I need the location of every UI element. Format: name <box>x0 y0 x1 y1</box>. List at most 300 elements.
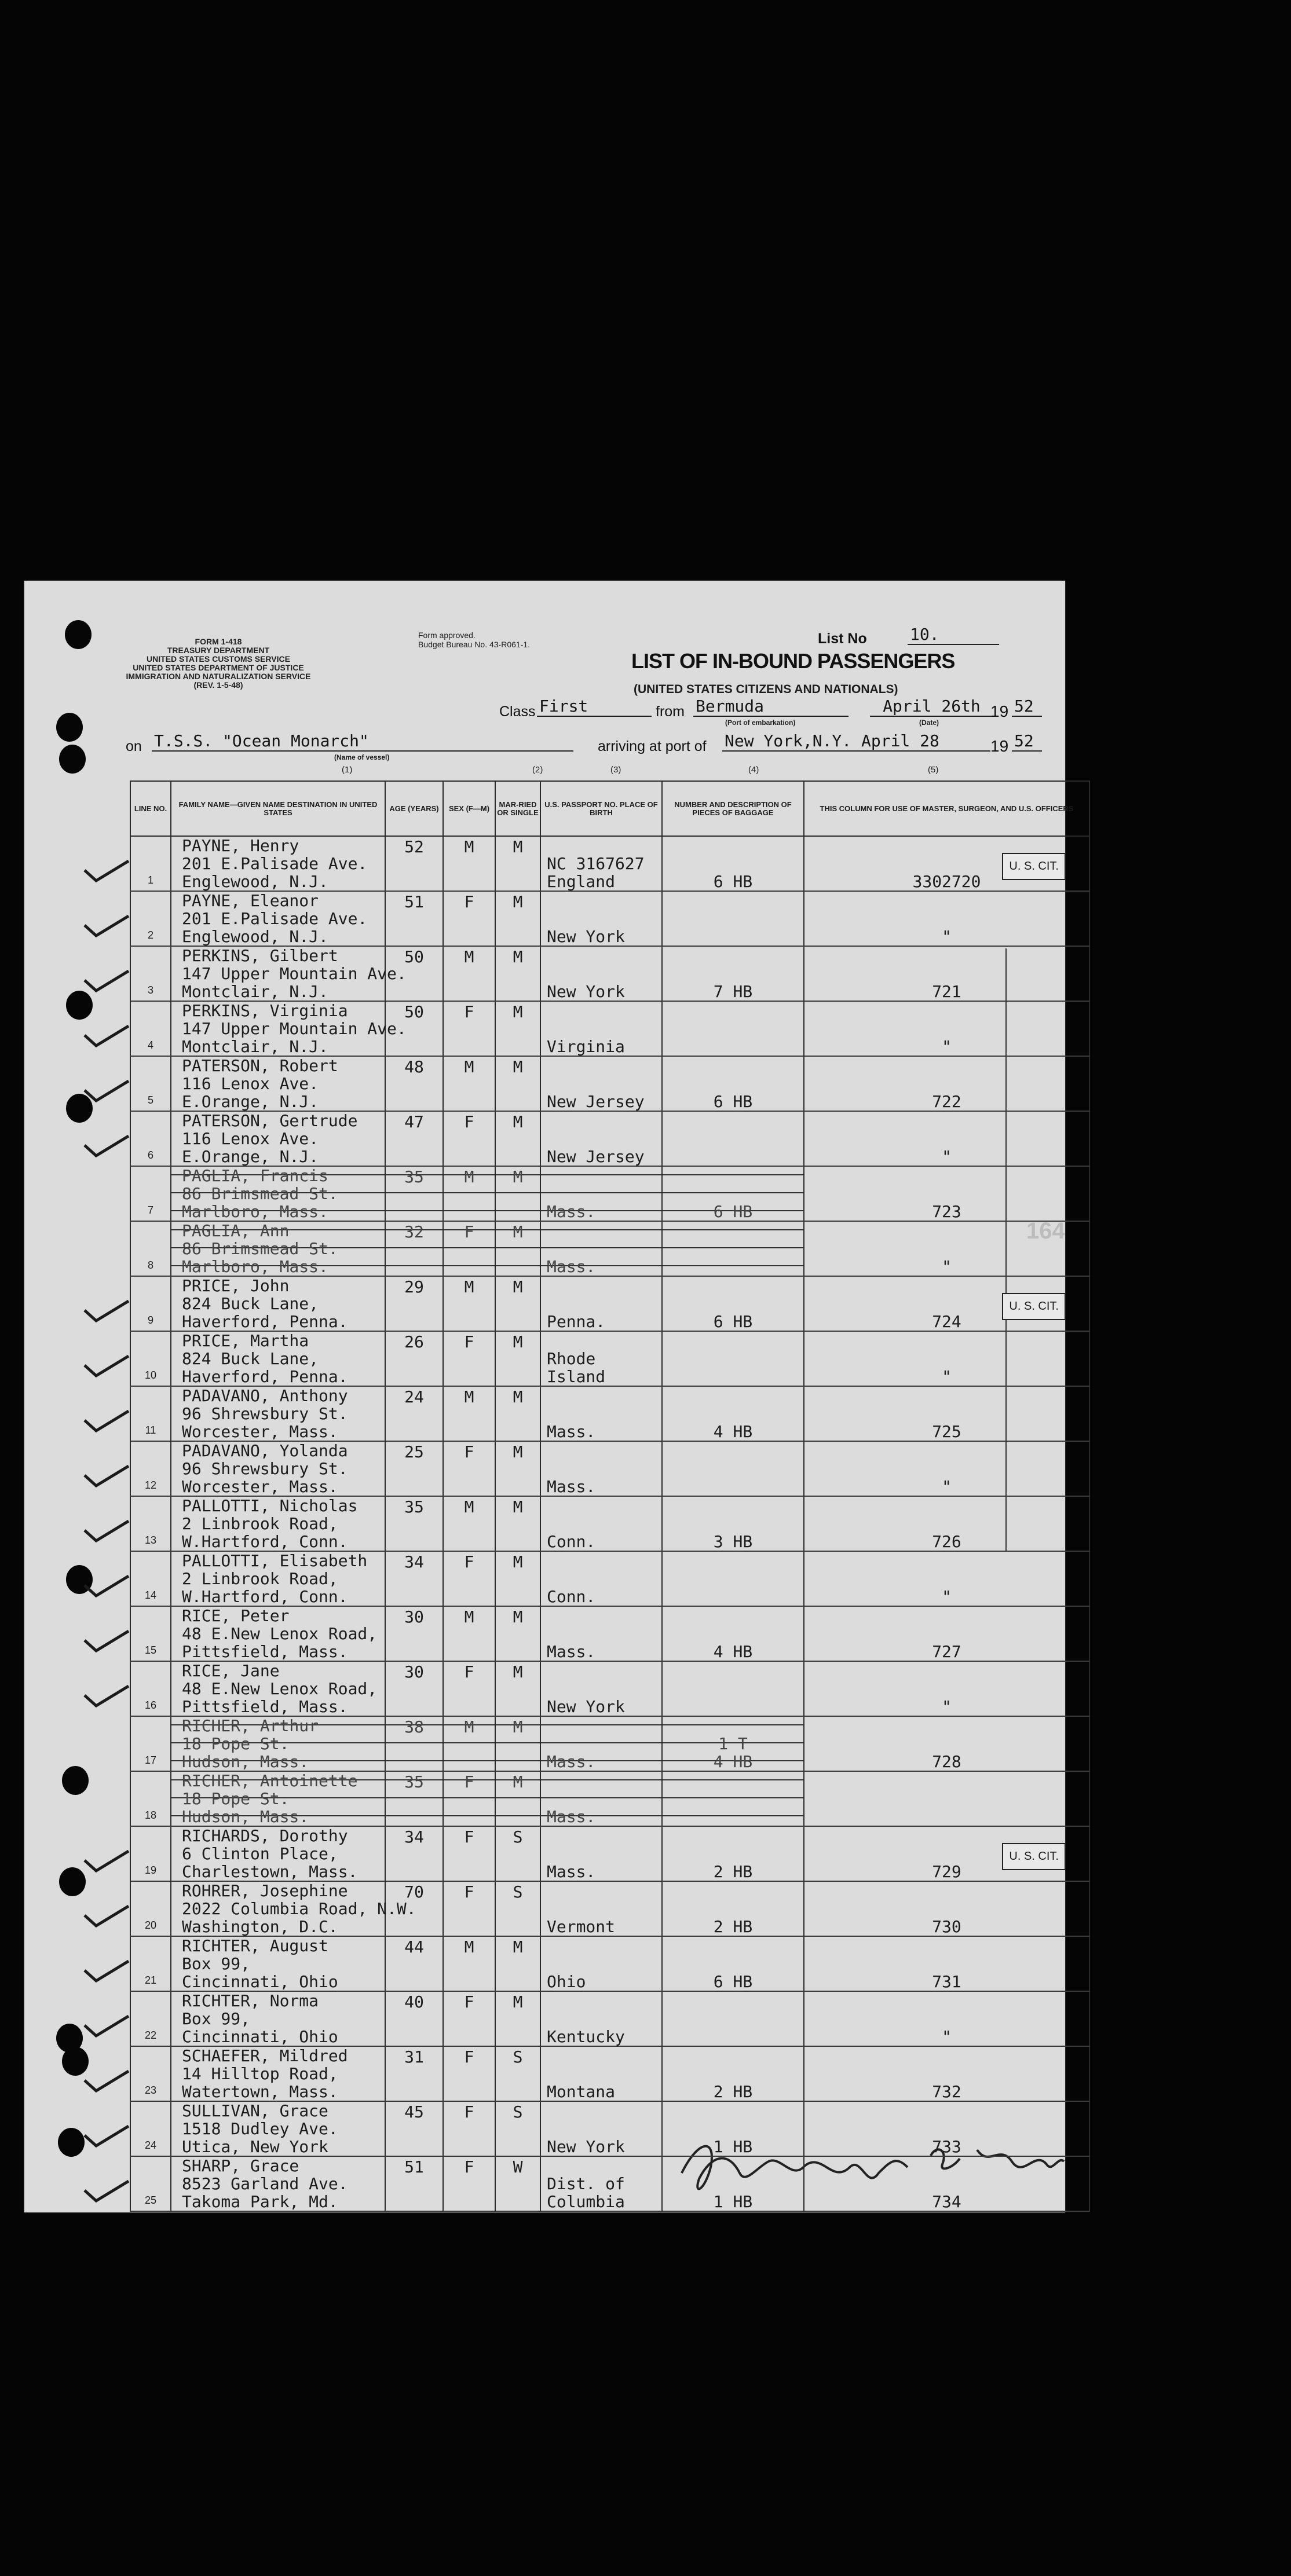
passport-birthplace-cell <box>540 891 662 946</box>
passenger-name-address <box>171 1716 385 1771</box>
passport-birthplace-cell-text: New York <box>547 982 625 1001</box>
checkmark-icon <box>83 1520 130 1543</box>
passenger-table <box>130 781 1090 2212</box>
marital-status-cell <box>495 836 540 891</box>
sex-cell <box>443 891 495 946</box>
sex-cell-text: F <box>464 1002 474 1021</box>
officer-use-cell <box>804 946 1089 1001</box>
sex-cell <box>443 1716 495 1771</box>
sex-cell <box>443 836 495 891</box>
line-number <box>130 1331 171 1386</box>
passenger-name-address-text: PERKINS, Gilbert 147 Upper Mountain Ave. Montclair, N.J. <box>182 946 407 1001</box>
line-number <box>130 836 171 891</box>
line-number-text: 5 <box>147 1094 153 1106</box>
passport-birthplace-cell <box>540 1441 662 1496</box>
officer-use-cell <box>804 1441 1089 1496</box>
marital-status-cell <box>495 1771 540 1826</box>
sex-cell <box>443 1166 495 1221</box>
marital-status-cell-text: M <box>513 1992 523 2011</box>
sex-cell-text: F <box>464 1552 474 1571</box>
sex-cell <box>443 1001 495 1056</box>
baggage-cell <box>662 836 804 891</box>
age-cell <box>385 1001 443 1056</box>
sex-cell <box>443 1991 495 2046</box>
baggage-cell <box>662 1826 804 1881</box>
table-row <box>130 2156 1089 2211</box>
sex-cell <box>443 1661 495 1716</box>
sex-cell-text: M <box>464 1167 474 1186</box>
checkmark-icon <box>83 1135 130 1158</box>
list-no-value: 10. <box>908 625 999 645</box>
line-number-text: 22 <box>144 2029 157 2041</box>
passport-birthplace-cell-text: Kentucky <box>547 2027 625 2046</box>
passenger-name-address <box>171 1551 385 1606</box>
age-cell <box>385 1386 443 1441</box>
age-cell-text: 35 <box>404 1772 424 1791</box>
age-cell <box>385 946 443 1001</box>
passport-birthplace-cell <box>540 1386 662 1441</box>
line-number-text: 25 <box>144 2194 157 2206</box>
passport-birthplace-cell-text: Montana <box>547 2082 616 2101</box>
line-number-text: 4 <box>147 1039 153 1051</box>
table-row <box>130 1661 1089 1716</box>
marital-status-cell <box>495 891 540 946</box>
age-cell-text: 70 <box>404 1882 424 1901</box>
checkmark-icon <box>83 915 130 938</box>
marital-status-cell <box>495 946 540 1001</box>
sex-cell <box>443 1606 495 1661</box>
passenger-name-address-text: PERKINS, Virginia 147 Upper Mountain Ave. Montclair, N.J. <box>182 1001 407 1056</box>
table-row <box>130 1111 1089 1166</box>
table-row <box>130 1331 1089 1386</box>
baggage-cell <box>662 1056 804 1111</box>
sex-cell-text: M <box>464 1607 474 1626</box>
passenger-name-address-text: PATERSON, Gertrude 116 Lenox Ave. E.Orange, N.J. <box>182 1111 358 1166</box>
marital-status-cell <box>495 1991 540 2046</box>
passport-birthplace-cell-text: New York <box>547 927 625 946</box>
on-label: on <box>126 738 142 754</box>
passenger-name-address-text: RICE, Jane 48 E.New Lenox Road, Pittsfield, Mass. <box>182 1661 378 1716</box>
marital-status-cell-text: M <box>513 1497 523 1516</box>
from-value: Bermuda <box>693 697 849 717</box>
age-cell <box>385 1276 443 1331</box>
baggage-cell <box>662 2046 804 2101</box>
passport-birthplace-cell <box>540 1276 662 1331</box>
officer-use-cell <box>804 1276 1089 1331</box>
passport-birthplace-cell-text: Virginia <box>547 1037 625 1056</box>
sex-cell <box>443 1826 495 1881</box>
class-label: Class <box>499 703 536 720</box>
baggage-cell-text: 2 HB <box>713 1862 753 1881</box>
baggage-cell <box>662 1331 804 1386</box>
baggage-cell <box>662 1936 804 1991</box>
age-cell <box>385 1441 443 1496</box>
age-cell <box>385 1826 443 1881</box>
age-cell <box>385 1166 443 1221</box>
officer-use-cell <box>804 1056 1089 1111</box>
passport-birthplace-cell <box>540 1936 662 1991</box>
passenger-name-address-text: PADAVANO, Anthony 96 Shrewsbury St. Worcester, Mass. <box>182 1386 348 1441</box>
passport-birthplace-cell-text: Mass. <box>547 1862 596 1881</box>
table-row <box>130 1881 1089 1936</box>
line-number-text: 20 <box>144 1919 157 1931</box>
passenger-name-address-text: SULLIVAN, Grace 1518 Dudley Ave. Utica, New York <box>182 2101 338 2156</box>
line-number-text: 24 <box>144 2139 157 2151</box>
line-number-text: 21 <box>144 1974 157 1986</box>
passenger-name-address-text: PAYNE, Henry 201 E.Palisade Ave. Englewood, N.J. <box>182 836 368 891</box>
table-row <box>130 1276 1089 1331</box>
line-number <box>130 2156 171 2211</box>
line-number-text: 2 <box>147 929 153 941</box>
baggage-cell-text: 2 HB <box>713 1917 753 1936</box>
age-cell <box>385 1221 443 1276</box>
table-row <box>130 836 1089 891</box>
sex-cell <box>443 1771 495 1826</box>
baggage-cell <box>662 1661 804 1716</box>
checkmark-icon <box>83 860 130 883</box>
officer-use-cell <box>804 1166 1089 1221</box>
age-cell-text: 30 <box>404 1662 424 1681</box>
checkmark-icon <box>83 1575 130 1598</box>
age-cell <box>385 1606 443 1661</box>
form-number: FORM 1-418 <box>195 637 242 646</box>
line-number <box>130 1111 171 1166</box>
sex-cell <box>443 1056 495 1111</box>
sex-cell-text: M <box>464 1497 474 1516</box>
sex-cell-text: F <box>464 1772 474 1791</box>
passenger-name-address <box>171 1771 385 1826</box>
age-cell <box>385 891 443 946</box>
age-cell <box>385 836 443 891</box>
table-row <box>130 1771 1089 1826</box>
officer-use-cell <box>804 2101 1089 2156</box>
marital-status-cell <box>495 1936 540 1991</box>
passport-birthplace-cell <box>540 2156 662 2211</box>
age-cell <box>385 1496 443 1551</box>
passport-birthplace-cell-text: Rhode Island <box>547 1349 606 1386</box>
citizen-stamp: U. S. CIT. <box>1002 1843 1066 1870</box>
age-cell-text: 26 <box>404 1332 424 1351</box>
marital-status-cell-text: M <box>513 1442 523 1461</box>
checkmark-icon <box>83 2070 130 2093</box>
marital-status-cell-text: S <box>513 2047 523 2066</box>
table-row <box>130 1386 1089 1441</box>
age-cell-text: 35 <box>404 1497 424 1516</box>
line-number-text: 17 <box>144 1754 157 1766</box>
table-row <box>130 1496 1089 1551</box>
marital-status-cell <box>495 1386 540 1441</box>
officer-use-cell <box>804 1771 1089 1826</box>
marital-status-cell <box>495 1331 540 1386</box>
sex-cell <box>443 1331 495 1386</box>
passenger-name-address <box>171 1826 385 1881</box>
officer-use-cell-text: 731 <box>932 1972 961 1991</box>
age-cell-text: 30 <box>404 1607 424 1626</box>
marital-status-cell-text: M <box>513 1112 523 1131</box>
age-cell-text: 40 <box>404 1992 424 2011</box>
officer-use-cell-text: " <box>942 1587 952 1606</box>
sex-cell <box>443 2046 495 2101</box>
line-number <box>130 1276 171 1331</box>
passport-birthplace-cell <box>540 2046 662 2101</box>
table-row <box>130 1221 1089 1276</box>
age-cell-text: 51 <box>404 2157 424 2176</box>
sex-cell-text: F <box>464 1662 474 1681</box>
table-row <box>130 1716 1089 1771</box>
passenger-name-address-text: RICE, Peter 48 E.New Lenox Road, Pittsfield, Mass. <box>182 1606 378 1661</box>
checkmark-icon <box>83 1465 130 1488</box>
officer-use-cell <box>804 1386 1089 1441</box>
marital-status-cell <box>495 1826 540 1881</box>
table-row <box>130 1056 1089 1111</box>
baggage-cell <box>662 1991 804 2046</box>
passenger-name-address-text: RICHTER, Norma Box 99, Cincinnati, Ohio <box>182 1991 338 2046</box>
marital-status-cell-text: M <box>513 1332 523 1351</box>
sex-cell <box>443 946 495 1001</box>
baggage-cell <box>662 1276 804 1331</box>
age-cell <box>385 1991 443 2046</box>
age-cell <box>385 2101 443 2156</box>
marital-status-cell-text: M <box>513 1057 523 1076</box>
passport-birthplace-cell-text: Mass. <box>547 1807 596 1826</box>
sex-cell <box>443 1936 495 1991</box>
checkmark-icon <box>83 1300 130 1323</box>
baggage-cell <box>662 2101 804 2156</box>
sex-cell-text: F <box>464 1442 474 1461</box>
sex-cell <box>443 1551 495 1606</box>
age-cell <box>385 1716 443 1771</box>
officer-use-cell <box>804 1991 1089 2046</box>
line-number-text: 10 <box>144 1369 157 1381</box>
marital-status-cell <box>495 1716 540 1771</box>
officer-use-cell-text: " <box>942 1697 952 1716</box>
officer-use-cell-text: " <box>942 927 952 946</box>
agency-line: IMMIGRATION AND NATURALIZATION SERVICE <box>126 672 311 681</box>
checkmark-icon <box>83 2180 130 2203</box>
baggage-cell <box>662 1001 804 1056</box>
baggage-cell-text: 6 HB <box>713 1972 753 1991</box>
marital-status-cell <box>495 1276 540 1331</box>
baggage-cell <box>662 1386 804 1441</box>
baggage-cell <box>662 1881 804 1936</box>
sex-cell-text: F <box>464 1992 474 2011</box>
line-number <box>130 1221 171 1276</box>
officer-use-cell <box>804 2046 1089 2101</box>
passenger-table-wrap <box>130 781 1089 2212</box>
passport-birthplace-cell <box>540 1001 662 1056</box>
passport-birthplace-cell <box>540 1221 662 1276</box>
officer-use-cell <box>804 1936 1089 1991</box>
punch-hole <box>62 1766 89 1795</box>
sex-cell-text: M <box>464 1057 474 1076</box>
marital-status-cell-text: M <box>513 1937 523 1956</box>
age-cell <box>385 1661 443 1716</box>
sex-cell-text: F <box>464 1112 474 1131</box>
list-no-label: List No <box>818 631 867 647</box>
officer-use-cell <box>804 1881 1089 1936</box>
line-number <box>130 1056 171 1111</box>
officer-use-cell <box>804 891 1089 946</box>
revision-line: (REV. 1-5-48) <box>193 680 243 690</box>
passenger-name-address <box>171 2156 385 2211</box>
marital-status-cell <box>495 1111 540 1166</box>
line-number <box>130 1441 171 1496</box>
checkmark-icon <box>83 2015 130 2038</box>
column-number: (1) <box>342 765 353 775</box>
passport-birthplace-cell-text: Ohio <box>547 1972 586 1991</box>
passenger-name-address-text: RICHARDS, Dorothy 6 Clinton Place, Charlestown, Mass. <box>182 1826 358 1881</box>
line-number <box>130 1606 171 1661</box>
officer-use-cell <box>804 1001 1089 1056</box>
sex-cell-text: M <box>464 837 474 856</box>
sex-cell-text: F <box>464 1222 474 1241</box>
officer-use-cell <box>804 1661 1089 1716</box>
officer-use-cell-text: 734 <box>932 2192 961 2211</box>
passport-birthplace-cell <box>540 1826 662 1881</box>
column-number: (2) <box>532 765 543 775</box>
passport-birthplace-cell <box>540 1111 662 1166</box>
table-header-row <box>130 781 1089 836</box>
table-row <box>130 2046 1089 2101</box>
baggage-cell-text: 6 HB <box>713 872 753 891</box>
passenger-name-address-text: RICHTER, August Box 99, Cincinnati, Ohio <box>182 1936 338 1991</box>
from-label: from <box>656 703 685 720</box>
approval-line: Form approved. <box>418 631 476 640</box>
age-cell <box>385 2046 443 2101</box>
officer-use-cell <box>804 1826 1089 1881</box>
baggage-cell-text: 1 HB <box>713 2137 753 2156</box>
passenger-name-address-text: PAGLIA, Ann 86 Brimsmead St. Marlboro, Mass. <box>182 1221 338 1276</box>
marital-status-cell-text: M <box>513 837 523 856</box>
baggage-cell-text: 4 HB <box>713 1422 753 1441</box>
agency-block <box>123 637 314 690</box>
baggage-cell <box>662 1716 804 1771</box>
baggage-cell-text: 6 HB <box>713 1202 753 1221</box>
table-row <box>130 1991 1089 2046</box>
passport-birthplace-cell-text: Mass. <box>547 1642 596 1661</box>
passport-birthplace-cell <box>540 1881 662 1936</box>
marital-status-cell <box>495 1221 540 1276</box>
passport-birthplace-cell-text: Mass. <box>547 1752 596 1771</box>
checkmark-icon <box>83 1410 130 1433</box>
marital-status-cell-text: M <box>513 947 523 966</box>
year-prefix: 19 <box>990 702 1009 720</box>
header-sex: SEX (F—M) <box>443 781 495 836</box>
sex-cell <box>443 2101 495 2156</box>
officer-use-cell <box>804 1496 1089 1551</box>
column-number: (5) <box>928 765 939 775</box>
passenger-name-address-text: PADAVANO, Yolanda 96 Shrewsbury St. Worcester, Mass. <box>182 1441 348 1496</box>
line-number-text: 16 <box>144 1699 157 1711</box>
checkmark-icon <box>83 1960 130 1983</box>
line-number-text: 15 <box>144 1644 157 1656</box>
passport-birthplace-cell <box>540 1551 662 1606</box>
officer-use-cell <box>804 1606 1089 1661</box>
officer-use-cell-text: 728 <box>932 1752 961 1771</box>
passenger-name-address-text: SCHAEFER, Mildred 14 Hilltop Road, Watertown, Mass. <box>182 2046 348 2101</box>
year-suffix: 52 <box>1012 731 1042 752</box>
citizen-stamp: U. S. CIT. <box>1002 1293 1066 1320</box>
header-married: MAR-RIED OR SINGLE <box>495 781 540 836</box>
passenger-name-address <box>171 1001 407 1056</box>
approval-block <box>418 631 530 649</box>
year-suffix: 52 <box>1012 697 1042 717</box>
header-passport: U.S. PASSPORT NO. PLACE OF BIRTH <box>540 781 662 836</box>
document-title: LIST OF IN-BOUND PASSENGERS <box>631 649 955 673</box>
age-cell-text: 32 <box>404 1222 424 1241</box>
passport-birthplace-cell <box>540 1606 662 1661</box>
checkmark-icon <box>83 1905 130 1928</box>
baggage-cell <box>662 1441 804 1496</box>
passenger-name-address-text: PAGLIA, Francis 86 Brimsmead St. Marlboro, Mass. <box>182 1166 338 1221</box>
officer-use-cell-text: " <box>942 2027 952 2046</box>
table-row <box>130 1936 1089 1991</box>
arrival-value: New York,N.Y. April 28 <box>722 731 990 752</box>
marital-status-cell-text: M <box>513 1552 523 1571</box>
officer-use-cell-text: " <box>942 1257 952 1276</box>
baggage-cell-text: 6 HB <box>713 1092 753 1111</box>
line-number <box>130 1386 171 1441</box>
marital-status-cell <box>495 2046 540 2101</box>
table-row <box>130 1166 1089 1221</box>
officer-use-cell <box>804 1551 1089 1606</box>
passenger-name-address-text: ROHRER, Josephine 2022 Columbia Road, N.W. Washington, D.C. <box>182 1881 416 1936</box>
checkmark-icon <box>83 1630 130 1653</box>
marital-status-cell <box>495 2101 540 2156</box>
age-cell <box>385 1056 443 1111</box>
passenger-name-address <box>171 1936 385 1991</box>
line-number-text: 3 <box>147 984 153 996</box>
marital-status-cell-text: M <box>513 892 523 911</box>
line-number <box>130 1661 171 1716</box>
passport-birthplace-cell <box>540 1771 662 1826</box>
sex-cell <box>443 1111 495 1166</box>
marital-status-cell-text: S <box>513 2102 523 2121</box>
line-number-text: 19 <box>144 1864 157 1876</box>
form-header <box>24 581 1065 792</box>
age-cell-text: 47 <box>404 1112 424 1131</box>
table-row <box>130 1551 1089 1606</box>
passenger-name-address-text: PATERSON, Robert 116 Lenox Ave. E.Orange, N.J. <box>182 1056 338 1111</box>
passenger-name-address <box>171 1111 385 1166</box>
passport-birthplace-cell-text: Conn. <box>547 1532 596 1551</box>
passport-birthplace-cell-text: New Jersey <box>547 1147 645 1166</box>
marital-status-cell <box>495 1881 540 1936</box>
table-row <box>130 1441 1089 1496</box>
marital-status-cell <box>495 1551 540 1606</box>
age-cell-text: 34 <box>404 1552 424 1571</box>
passport-birthplace-cell-text: Mass. <box>547 1477 596 1496</box>
age-cell-text: 50 <box>404 1002 424 1021</box>
baggage-cell-text: 7 HB <box>713 982 753 1001</box>
marital-status-cell-text: M <box>513 1662 523 1681</box>
age-cell-text: 29 <box>404 1277 424 1296</box>
passenger-name-address <box>171 836 385 891</box>
checkmark-icon <box>83 1685 130 1708</box>
embark-caption: (Port of embarkation) <box>725 719 796 727</box>
sex-cell <box>443 1441 495 1496</box>
line-number-text: 23 <box>144 2084 157 2096</box>
line-number <box>130 2101 171 2156</box>
passport-birthplace-cell <box>540 836 662 891</box>
sex-cell-text: F <box>464 2047 474 2066</box>
line-number <box>130 1716 171 1771</box>
header-officers: THIS COLUMN FOR USE OF MASTER, SURGEON, AND U.S. OFFICERS <box>804 781 1089 836</box>
table-row <box>130 1826 1089 1881</box>
marital-status-cell-text: M <box>513 1222 523 1241</box>
baggage-cell <box>662 1221 804 1276</box>
officer-use-cell <box>804 836 1089 891</box>
